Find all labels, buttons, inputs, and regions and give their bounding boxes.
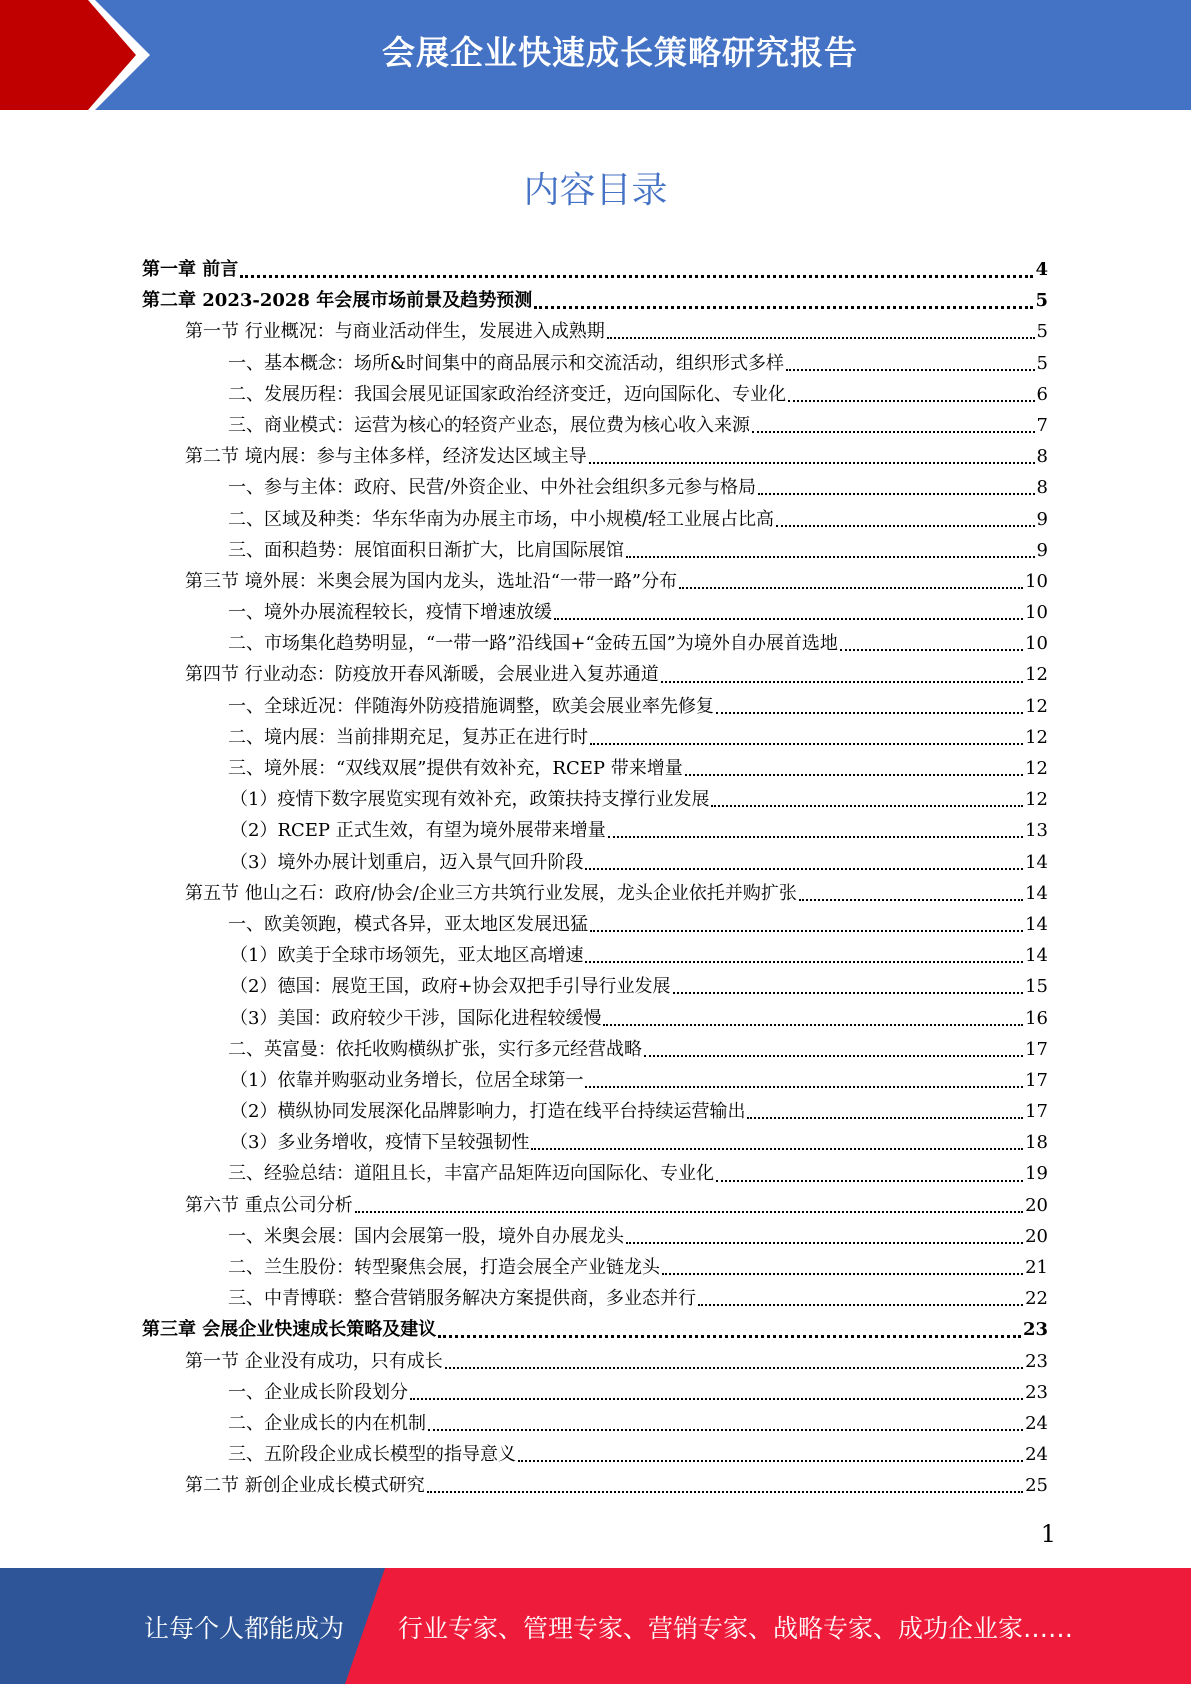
toc-entry[interactable] [142, 441, 1048, 472]
toc-entry[interactable] [142, 1283, 1048, 1314]
toc-entry-page: 24 [1025, 1412, 1048, 1434]
toc-title: 内容目录 [523, 170, 668, 211]
toc-entry[interactable] [142, 1034, 1048, 1065]
toc-entry[interactable] [142, 472, 1048, 503]
toc-entry-title: 第一节 企业没有成功，只有成长 [185, 1350, 443, 1372]
toc-entry[interactable] [142, 1221, 1048, 1252]
toc-entry[interactable] [142, 316, 1048, 347]
toc-entry-page: 14 [1025, 945, 1048, 967]
toc-entry-page: 5 [1036, 321, 1048, 343]
toc-entry-title: 第三章 会展企业快速成长策略及建议 [142, 1319, 437, 1341]
toc-entry-page: 8 [1036, 477, 1048, 499]
toc-entry-page: 12 [1025, 695, 1048, 717]
toc-dot-leader [590, 929, 1023, 932]
table-of-contents [142, 254, 1048, 1502]
toc-dot-leader [427, 1490, 1023, 1493]
toc-entry[interactable] [142, 909, 1048, 940]
toc-entry-page: 17 [1025, 1069, 1048, 1091]
toc-entry-page: 12 [1025, 758, 1048, 779]
toc-entry-page: 9 [1036, 539, 1048, 561]
toc-entry-title: 第三节 境外展：米奥会展为国内龙头，选址沿“一带一路”分布 [185, 570, 678, 592]
toc-entry-title: 三、面积趋势：展馆面积日渐扩大，比肩国际展馆 [228, 539, 624, 561]
toc-dot-leader [554, 617, 1023, 620]
toc-entry[interactable] [142, 1314, 1048, 1345]
toc-entry-title: （1）疫情下数字展览实现有效补充，政策扶持支撑行业发展 [230, 789, 710, 811]
toc-dot-leader [607, 336, 1035, 339]
toc-dot-leader [608, 835, 1023, 838]
toc-dot-leader [758, 492, 1034, 495]
toc-entry-title: 一、参与主体：政府、民营/外资企业、中外社会组织多元参与格局 [228, 477, 757, 499]
toc-entry[interactable] [142, 628, 1048, 659]
toc-dot-leader [662, 1272, 1023, 1275]
toc-dot-leader [799, 898, 1023, 901]
toc-dot-leader [585, 960, 1023, 963]
toc-entry-page: 5 [1035, 290, 1048, 312]
toc-entry-page: 14 [1025, 882, 1048, 904]
toc-entry[interactable] [142, 1158, 1048, 1189]
toc-dot-leader [840, 648, 1023, 651]
toc-entry[interactable] [142, 1346, 1048, 1377]
toc-entry-title: （2）德国：展览王国，政府+协会双把手引导行业发展 [230, 976, 671, 998]
toc-entry-title: 二、发展历程：我国会展见证国家政治经济变迁，迈向国际化、专业化 [228, 383, 786, 405]
toc-entry-title: 二、企业成长的内在机制 [228, 1412, 426, 1434]
toc-entry[interactable] [142, 1439, 1048, 1470]
toc-entry-title: （1）欧美于全球市场领先，亚太地区高增速 [230, 945, 584, 967]
toc-entry-title: 一、基本概念：场所&时间集中的商品展示和交流活动，组织形式多样 [228, 352, 785, 374]
toc-entry-title: 第一章 前言 [142, 259, 239, 280]
toc-entry-title: 一、欧美领跑，模式各异，亚太地区发展迅猛 [228, 913, 588, 935]
toc-entry-page: 21 [1025, 1257, 1048, 1278]
toc-dot-leader [518, 1459, 1023, 1462]
toc-entry-page: 13 [1025, 820, 1048, 842]
toc-entry[interactable] [142, 784, 1048, 815]
toc-entry-page: 12 [1025, 664, 1048, 686]
toc-entry-title: 第二节 境内展：参与主体多样，经济发达区域主导 [185, 446, 587, 468]
toc-dot-leader [776, 524, 1034, 527]
toc-entry-page: 12 [1025, 726, 1048, 748]
toc-entry[interactable] [142, 815, 1048, 846]
toc-entry[interactable] [142, 254, 1048, 285]
toc-entry-title: 第二节 新创企业成长模式研究 [185, 1475, 425, 1497]
toc-entry-page: 20 [1025, 1225, 1048, 1247]
toc-entry-title: 一、全球近况：伴随海外防疫措施调整，欧美会展业率先修复 [228, 695, 714, 717]
toc-entry[interactable] [142, 753, 1048, 784]
toc-entry-title: （3）多业务增收，疫情下呈较强韧性 [230, 1132, 530, 1154]
toc-entry-page: 18 [1025, 1132, 1048, 1154]
toc-dot-leader [698, 1303, 1023, 1306]
toc-entry-page: 4 [1035, 259, 1048, 280]
toc-entry-page: 23 [1025, 1381, 1048, 1403]
toc-entry-page: 7 [1036, 414, 1048, 436]
toc-entry[interactable] [142, 379, 1048, 410]
toc-entry-page: 12 [1025, 789, 1048, 811]
toc-entry[interactable] [142, 1003, 1048, 1034]
toc-entry-page: 22 [1025, 1288, 1048, 1310]
toc-entry-title: 一、企业成长阶段划分 [228, 1381, 408, 1403]
toc-entry-title: 二、市场集化趋势明显，“一带一路”沿线国+“金砖五国”为境外自办展首选地 [228, 633, 838, 655]
toc-dot-leader [716, 1179, 1023, 1182]
toc-entry[interactable] [142, 847, 1048, 878]
toc-dot-leader [711, 804, 1023, 807]
toc-dot-leader [531, 1147, 1023, 1150]
page-footer [0, 1568, 1191, 1684]
toc-entry-title: 一、米奥会展：国内会展第一股，境外自办展龙头 [228, 1225, 624, 1247]
toc-entry-page: 23 [1022, 1319, 1048, 1341]
toc-dot-leader [603, 1023, 1023, 1026]
toc-entry-page: 25 [1025, 1475, 1048, 1497]
toc-entry-page: 10 [1025, 602, 1048, 624]
toc-entry-title: 二、英富曼：依托收购横纵扩张，实行多元经营战略 [228, 1038, 642, 1060]
toc-entry[interactable] [142, 1065, 1048, 1096]
toc-entry[interactable] [142, 566, 1048, 597]
toc-entry-title: 二、境内展：当前排期充足，复苏正在进行时 [228, 726, 588, 748]
toc-entry-title: 第四节 行业动态：防疫放开春风渐暖，会展业进入复苏通道 [185, 664, 659, 686]
toc-entry[interactable] [142, 1127, 1048, 1158]
page-header [0, 0, 1191, 110]
toc-entry[interactable] [142, 348, 1048, 379]
toc-entry-page: 17 [1025, 1038, 1048, 1060]
toc-entry[interactable] [142, 940, 1048, 971]
toc-entry-page: 24 [1025, 1444, 1048, 1466]
toc-entry-title: （3）美国：政府较少干涉，国际化进程较缓慢 [230, 1007, 602, 1029]
toc-dot-leader [786, 368, 1035, 371]
toc-entry[interactable] [142, 1252, 1048, 1283]
toc-entry-page: 14 [1025, 851, 1048, 873]
toc-entry-page: 8 [1036, 446, 1048, 468]
toc-entry-title: 第六节 重点公司分析 [185, 1194, 353, 1216]
toc-dot-leader [752, 430, 1035, 433]
toc-entry[interactable] [142, 597, 1048, 628]
toc-entry-title: （2）横纵协同发展深化品牌影响力，打造在线平台持续运营输出 [230, 1101, 746, 1123]
toc-entry[interactable] [142, 1470, 1048, 1501]
toc-dot-leader [679, 586, 1023, 589]
toc-entry[interactable] [142, 659, 1048, 690]
toc-entry-page: 23 [1025, 1350, 1048, 1372]
toc-dot-leader [445, 1366, 1023, 1369]
toc-entry[interactable] [142, 410, 1048, 441]
toc-entry-page: 5 [1036, 352, 1048, 374]
toc-dot-leader [661, 680, 1023, 683]
toc-entry-title: 三、商业模式：运营为核心的轻资产业态，展位费为核心收入来源 [228, 414, 750, 436]
toc-entry-title: 一、境外办展流程较长，疫情下增速放缓 [228, 602, 552, 624]
header-arrow-decoration [0, 0, 160, 110]
toc-entry[interactable] [142, 691, 1048, 722]
toc-entry-page: 10 [1025, 570, 1048, 592]
toc-dot-leader [590, 742, 1023, 745]
toc-entry-title: 三、境外展：“双线双展”提供有效补充，RCEP 带来增量 [228, 758, 683, 779]
toc-dot-leader [788, 399, 1035, 402]
toc-entry[interactable] [142, 878, 1048, 909]
toc-entry-title: 三、经验总结：道阻且长，丰富产品矩阵迈向国际化、专业化 [228, 1163, 714, 1185]
toc-entry[interactable] [142, 1096, 1048, 1127]
footer-slogan-left: 让每个人都能成为 [144, 1614, 345, 1643]
toc-entry-title: 三、中青博联：整合营销服务解决方案提供商，多业态并行 [228, 1288, 696, 1310]
toc-entry-page: 10 [1025, 633, 1048, 655]
toc-entry-title: 二、兰生股份：转型聚焦会展，打造会展全产业链龙头 [228, 1257, 660, 1278]
toc-entry-title: （1）依靠并购驱动业务增长，位居全球第一 [230, 1069, 584, 1091]
toc-entry[interactable] [142, 971, 1048, 1002]
toc-entry-title: 第二章 2023-2028 年会展市场前景及趋势预测 [142, 290, 533, 312]
toc-dot-leader [673, 991, 1024, 994]
toc-dot-leader [240, 274, 1033, 278]
toc-entry[interactable] [142, 504, 1048, 535]
toc-entry[interactable] [142, 285, 1048, 316]
toc-dot-leader [747, 1116, 1023, 1119]
toc-dot-leader [585, 1085, 1023, 1088]
toc-entry-title: （2）RCEP 正式生效，有望为境外展带来增量 [230, 820, 606, 842]
footer-slogan-right: 行业专家、管理专家、营销专家、战略专家、成功企业家…… [398, 1614, 1074, 1643]
toc-dot-leader [585, 867, 1023, 870]
toc-entry-page: 20 [1025, 1194, 1048, 1216]
toc-entry-title: 三、五阶段企业成长模型的指导意义 [228, 1444, 516, 1466]
toc-entry-page: 15 [1025, 976, 1048, 998]
toc-dot-leader [410, 1397, 1023, 1400]
toc-entry-page: 14 [1025, 913, 1048, 935]
toc-dot-leader [685, 773, 1023, 776]
toc-dot-leader [716, 711, 1023, 714]
toc-dot-leader [626, 555, 1035, 558]
toc-dot-leader [438, 1334, 1021, 1338]
toc-entry-title: 第五节 他山之石：政府/协会/企业三方共筑行业发展，龙头企业依托并购扩张 [185, 882, 797, 904]
header-title: 会展企业快速成长策略研究报告 [382, 33, 858, 72]
toc-entry[interactable] [142, 722, 1048, 753]
toc-entry-page: 16 [1025, 1007, 1048, 1029]
toc-entry[interactable] [142, 1377, 1048, 1408]
toc-entry-page: 6 [1036, 383, 1048, 405]
page-number: 1 [1040, 1520, 1056, 1548]
toc-entry[interactable] [142, 1408, 1048, 1439]
toc-entry-page: 19 [1025, 1163, 1048, 1185]
toc-entry[interactable] [142, 535, 1048, 566]
toc-dot-leader [428, 1428, 1023, 1431]
toc-entry-title: （3）境外办展计划重启，迈入景气回升阶段 [230, 851, 584, 873]
toc-entry[interactable] [142, 1190, 1048, 1221]
toc-dot-leader [589, 461, 1035, 464]
toc-dot-leader [644, 1054, 1023, 1057]
toc-entry-title: 二、区域及种类：华东华南为办展主市场，中小规模/轻工业展占比高 [228, 508, 775, 530]
toc-dot-leader [626, 1241, 1023, 1244]
toc-entry-title: 第一节 行业概况：与商业活动伴生，发展进入成熟期 [185, 321, 605, 343]
toc-dot-leader [355, 1210, 1023, 1213]
toc-entry-page: 9 [1036, 508, 1048, 530]
toc-entry-page: 17 [1025, 1101, 1048, 1123]
toc-dot-leader [534, 305, 1033, 309]
